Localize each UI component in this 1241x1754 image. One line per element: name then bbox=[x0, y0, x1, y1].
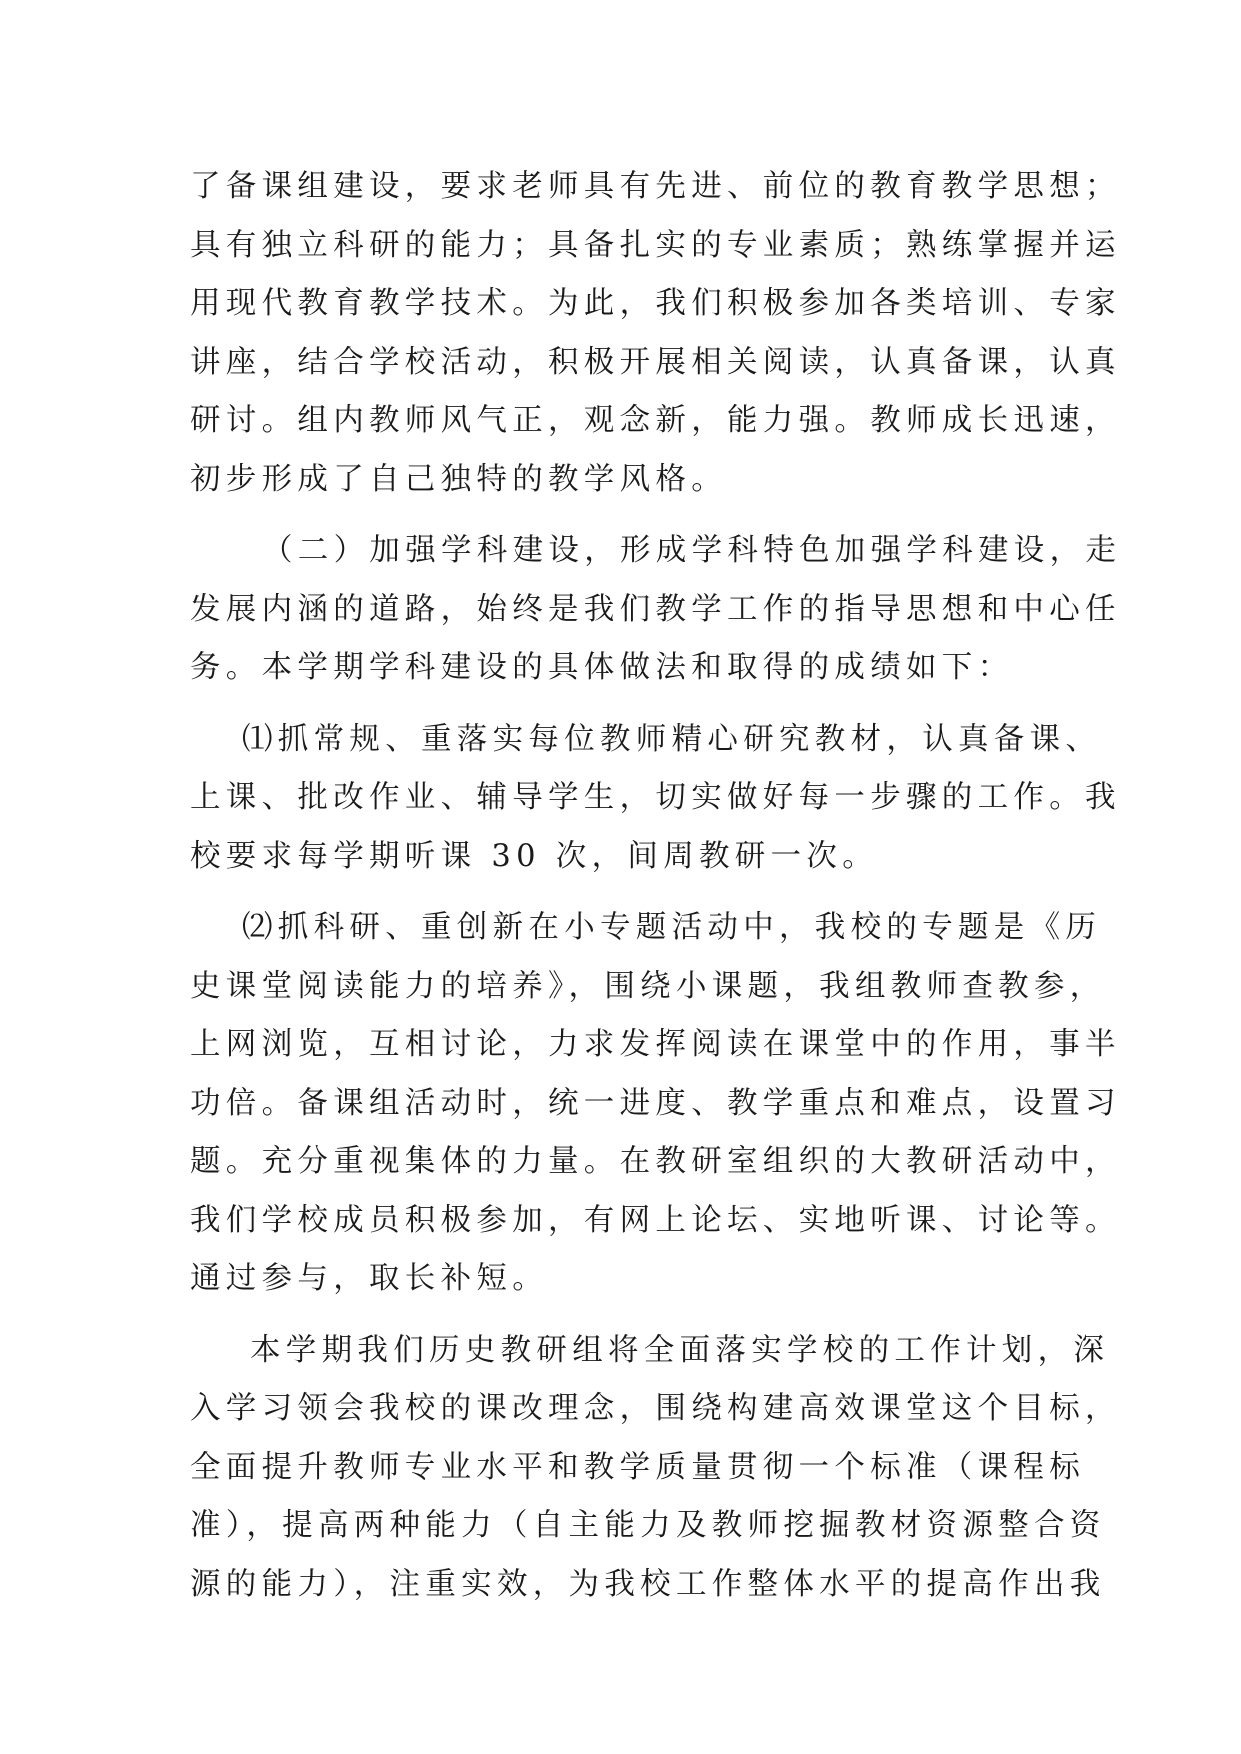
text-line: 讲座，结合学校活动，积极开展相关阅读，认真备课，认真 bbox=[190, 344, 1121, 380]
paragraph-1 bbox=[190, 158, 1121, 509]
text-line: （二）加强学科建设，形成学科特色加强学科建设，走 bbox=[262, 533, 1122, 568]
text-line: 通过参与，取长补短。 bbox=[190, 1261, 548, 1296]
text-line: 了备课组建设，要求老师具有先进、前位的教育教学思想； bbox=[190, 169, 1121, 204]
text-line: 本学期我们历史教研组将全面落实学校的工作计划，深 bbox=[250, 1332, 1110, 1368]
document-body bbox=[190, 158, 1122, 1614]
text-line: 用现代教育教学技术。为此，我们积极参加各类培训、专家 bbox=[190, 286, 1121, 321]
text-line: 史课堂阅读能力的培养》，围绕小课题，我组教师查教参， bbox=[190, 968, 1106, 1004]
paragraph-gap bbox=[190, 698, 1070, 711]
paragraph-5 bbox=[190, 1322, 1121, 1615]
text-line: 初步形成了自己独特的教学风格。 bbox=[190, 461, 727, 497]
text-line: 准），提高两种能力（自主能力及教师挖掘教材资源整合资 bbox=[190, 1508, 1106, 1543]
text-line: ⑴抓常规、重落实每位教师精心研究教材，认真备课、 bbox=[242, 721, 1102, 757]
text-line: 上课、批改作业、辅导学生，切实做好每一步骤的工作。我 bbox=[190, 780, 1121, 815]
paragraph-gap bbox=[190, 1309, 1070, 1322]
text-line: 题。充分重视集体的力量。在教研室组织的大教研活动中， bbox=[190, 1144, 1121, 1179]
text-line: ⑵抓科研、重创新在小专题活动中，我校的专题是《历 bbox=[242, 910, 1102, 945]
paragraph-gap bbox=[190, 509, 1070, 522]
text-line: 发展内涵的道路，始终是我们教学工作的指导思想和中心任 bbox=[190, 591, 1121, 627]
paragraph-3 bbox=[190, 711, 1121, 887]
paragraph-gap bbox=[190, 886, 1070, 899]
text-line: 校要求每学期听课 30 次，间周教研一次。 bbox=[190, 838, 878, 874]
text-line: 全面提升教师专业水平和教学质量贯彻一个标准（课程标 bbox=[190, 1449, 1085, 1485]
text-line: 入学习领会我校的课改理念，围绕构建高效课堂这个目标， bbox=[190, 1391, 1121, 1426]
text-line: 务。本学期学科建设的具体做法和取得的成绩如下： bbox=[190, 650, 1014, 685]
text-line: 功倍。备课组活动时，统一进度、教学重点和难点，设置习 bbox=[190, 1085, 1121, 1121]
paragraph-4 bbox=[190, 899, 1121, 1309]
text-line: 具有独立科研的能力；具备扎实的专业素质；熟练掌握并运 bbox=[190, 227, 1121, 263]
text-line: 我们学校成员积极参加，有网上论坛、实地听课、讨论等。 bbox=[190, 1202, 1121, 1238]
text-line: 研讨。组内教师风气正，观念新，能力强。教师成长迅速， bbox=[190, 403, 1121, 438]
text-line: 源的能力），注重实效，为我校工作整体水平的提高作出我 bbox=[190, 1566, 1106, 1602]
text-line: 上网浏览，互相讨论，力求发挥阅读在课堂中的作用，事半 bbox=[190, 1027, 1121, 1062]
paragraph-2 bbox=[190, 522, 1122, 698]
